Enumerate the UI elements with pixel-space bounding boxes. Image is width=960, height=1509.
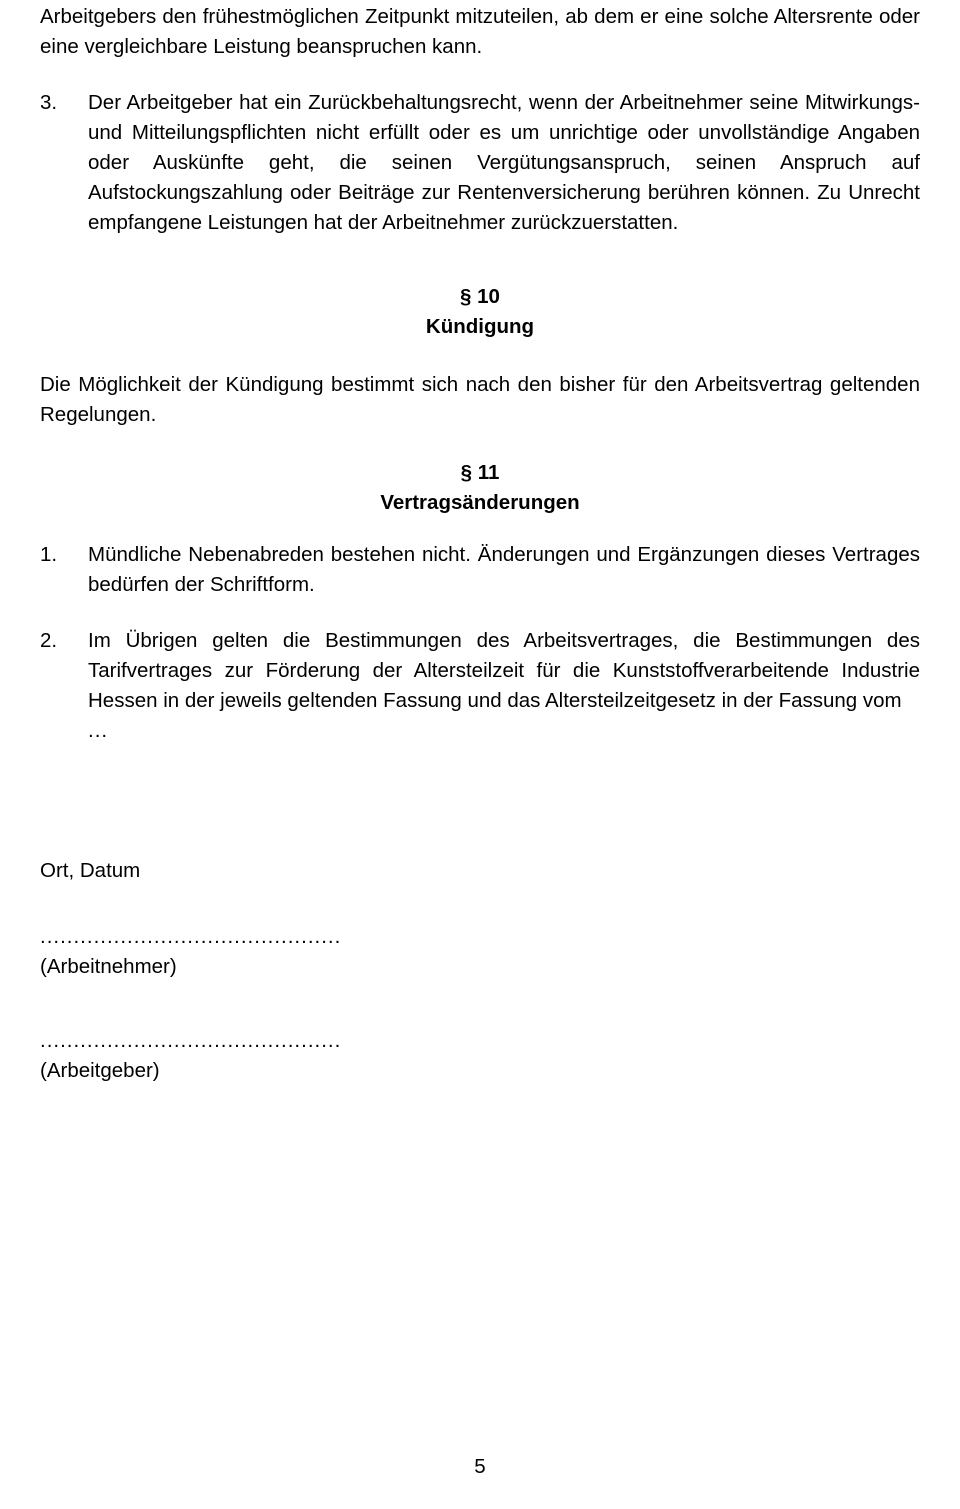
section-11-title: Vertragsänderungen	[380, 491, 580, 514]
list-item	[40, 88, 920, 238]
spacer	[40, 430, 920, 458]
list-item-text: Mündliche Nebenabreden bestehen nicht. Änderungen und Ergänzungen dieses Vertrages bedürfen der Schriftform.	[88, 543, 920, 596]
section-11-marker: § 11	[460, 461, 500, 484]
employer-signature-line: .............................................	[40, 1029, 342, 1052]
section-10-title: Kündigung	[425, 315, 535, 338]
spacer	[40, 746, 920, 856]
section-10-paragraph: Die Möglichkeit der Kündigung bestimmt sich nach den bisher für den Arbeitsvertrag geltenden Regelungen.	[40, 373, 920, 426]
list-item-number: 3.	[40, 91, 58, 114]
section-11-heading	[40, 458, 920, 518]
list-item-text: Im Übrigen gelten die Bestimmungen des Arbeitsvertrages, die Bestimmungen des Tarifvertrages zur Förderung der Altersteilzeit für die Kunststoffverarbeitende Industrie Hessen in der jeweils geltenden Fassung und das Altersteilzeitgesetz in der Fassung vom	[88, 629, 920, 712]
spacer	[40, 982, 920, 1026]
section-10-heading	[40, 282, 920, 342]
employee-signature-line: .............................................	[40, 925, 342, 948]
list-item-number: 1.	[40, 543, 58, 566]
trailing-dots: ...	[88, 719, 109, 742]
employee-signature-label: (Arbeitnehmer)	[40, 955, 177, 978]
continued-paragraph: Arbeitgebers den frühestmöglichen Zeitpunkt mitzuteilen, ab dem er eine solche Altersrente oder eine vergleichbare Leistung beanspruchen kann.	[40, 5, 920, 58]
spacer	[40, 886, 920, 922]
spacer	[40, 342, 920, 370]
list-item-number: 2.	[40, 629, 58, 652]
spacer	[40, 238, 920, 282]
page-number: 5	[474, 1455, 486, 1478]
employer-signature-label: (Arbeitgeber)	[40, 1059, 160, 1082]
place-date-label: Ort, Datum	[40, 859, 141, 882]
list-item-text: Der Arbeitgeber hat ein Zurückbehaltungsrecht, wenn der Arbeitnehmer seine Mitwirkungs- und Mitteilungspflichten nicht erfüllt oder es um unrichtige oder unvollständige Angaben oder Auskünfte geht, die seinen Vergütungsanspruch, seinen Anspruch auf Aufstockungszahlung oder Beiträge zur Rentenversicherung berühren können. Zu Unrecht empfangene Leistungen hat der Arbeitnehmer zurückzuerstatten.	[88, 91, 920, 234]
signature-block	[40, 856, 920, 1086]
list-item	[40, 626, 920, 716]
list-item	[40, 540, 920, 600]
page-content	[40, 0, 920, 1086]
section-10-marker: § 10	[460, 285, 500, 308]
